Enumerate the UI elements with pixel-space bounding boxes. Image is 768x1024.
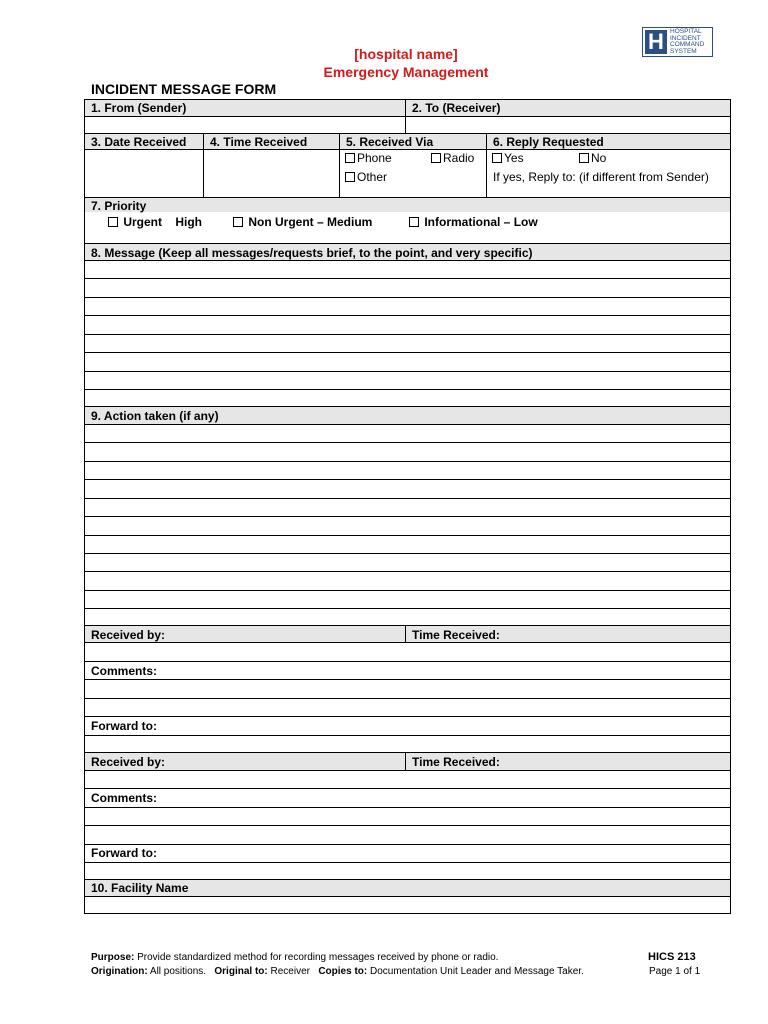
hline — [84, 879, 731, 880]
low-checkbox[interactable] — [409, 217, 419, 227]
hospital-name: [hospital name] — [354, 46, 458, 62]
other-option[interactable]: Other — [345, 170, 387, 184]
hline — [84, 807, 731, 808]
urgent-checkbox[interactable] — [108, 217, 118, 227]
hline — [84, 197, 731, 198]
hline — [84, 825, 731, 826]
forward-to-label-2: Forward to: — [91, 846, 157, 860]
comments-label-1: Comments: — [91, 664, 158, 678]
vline — [405, 625, 406, 642]
hline — [84, 243, 731, 244]
phone-option[interactable]: Phone — [345, 151, 392, 165]
hline — [84, 625, 731, 626]
department-title: Emergency Management — [323, 64, 489, 80]
medium-checkbox[interactable] — [233, 217, 243, 227]
other-checkbox[interactable] — [345, 172, 355, 182]
yes-checkbox[interactable] — [492, 153, 502, 163]
from-sender-field[interactable] — [85, 117, 405, 133]
action-taken-label: 9. Action taken (if any) — [91, 409, 219, 423]
to-receiver-label: 2. To (Receiver) — [412, 101, 501, 115]
form-code: HICS 213 — [648, 951, 696, 963]
received-by-label-1: Received by: — [91, 628, 166, 642]
vline — [486, 133, 487, 197]
logo-text: HOSPITAL INCIDENT COMMAND SYSTEM — [670, 28, 705, 55]
hline — [84, 752, 731, 753]
forward-to-label-1: Forward to: — [91, 719, 157, 733]
reply-no-option[interactable]: No — [579, 151, 606, 165]
form-title: INCIDENT MESSAGE FORM — [91, 81, 277, 97]
hline — [84, 788, 731, 789]
received-via-label: 5. Received Via — [346, 135, 434, 149]
hline — [84, 661, 731, 662]
message-label: 8. Message (Keep all messages/requests brief, to the point, and very specific) — [91, 246, 533, 260]
hline — [84, 716, 731, 717]
facility-name-field[interactable] — [85, 897, 730, 913]
hline — [84, 406, 731, 407]
no-checkbox[interactable] — [579, 153, 589, 163]
time-received-label-1: Time Received: — [412, 628, 500, 642]
footer-origination: Origination: All positions. Original to: Receiver Copies to: Documentation Unit Leader and Message Taker. — [91, 966, 584, 977]
logo-letter: H — [645, 30, 667, 54]
reply-yes-option[interactable]: Yes — [492, 151, 524, 165]
priority-urgent-option[interactable]: Urgent High — [108, 215, 202, 229]
time-received-label: 4. Time Received — [210, 135, 308, 149]
time-received-label-2: Time Received: — [412, 755, 500, 769]
hline — [84, 862, 731, 863]
hline — [84, 844, 731, 845]
hline — [84, 698, 731, 699]
hline — [84, 679, 731, 680]
to-receiver-field[interactable] — [406, 117, 730, 133]
radio-option[interactable]: Radio — [431, 151, 474, 165]
comments-label-2: Comments: — [91, 791, 158, 805]
footer-purpose: Purpose: Provide standardized method for recording messages received by phone or radio. — [91, 952, 499, 963]
facility-name-label: 10. Facility Name — [91, 881, 189, 895]
priority-label: 7. Priority — [91, 199, 147, 213]
received-by-label-2: Received by: — [91, 755, 166, 769]
radio-checkbox[interactable] — [431, 153, 441, 163]
time-received-field[interactable] — [204, 150, 339, 197]
hline — [84, 133, 731, 134]
message-field[interactable] — [85, 261, 730, 406]
from-sender-label: 1. From (Sender) — [91, 101, 187, 115]
action-taken-field[interactable] — [85, 425, 730, 625]
reply-to-label: If yes, Reply to: (if different from Sender) — [493, 170, 709, 184]
vline — [339, 133, 340, 197]
hics-logo — [642, 27, 713, 57]
hline — [84, 642, 731, 643]
date-received-field[interactable] — [85, 150, 203, 197]
hline — [84, 735, 731, 736]
date-received-label: 3. Date Received — [91, 135, 187, 149]
priority-medium-option[interactable]: Non Urgent – Medium — [233, 215, 372, 229]
priority-low-option[interactable]: Informational – Low — [409, 215, 538, 229]
vline — [405, 752, 406, 770]
hline — [84, 770, 731, 771]
reply-requested-label: 6. Reply Requested — [493, 135, 604, 149]
phone-checkbox[interactable] — [345, 153, 355, 163]
page-number: Page 1 of 1 — [649, 966, 701, 977]
